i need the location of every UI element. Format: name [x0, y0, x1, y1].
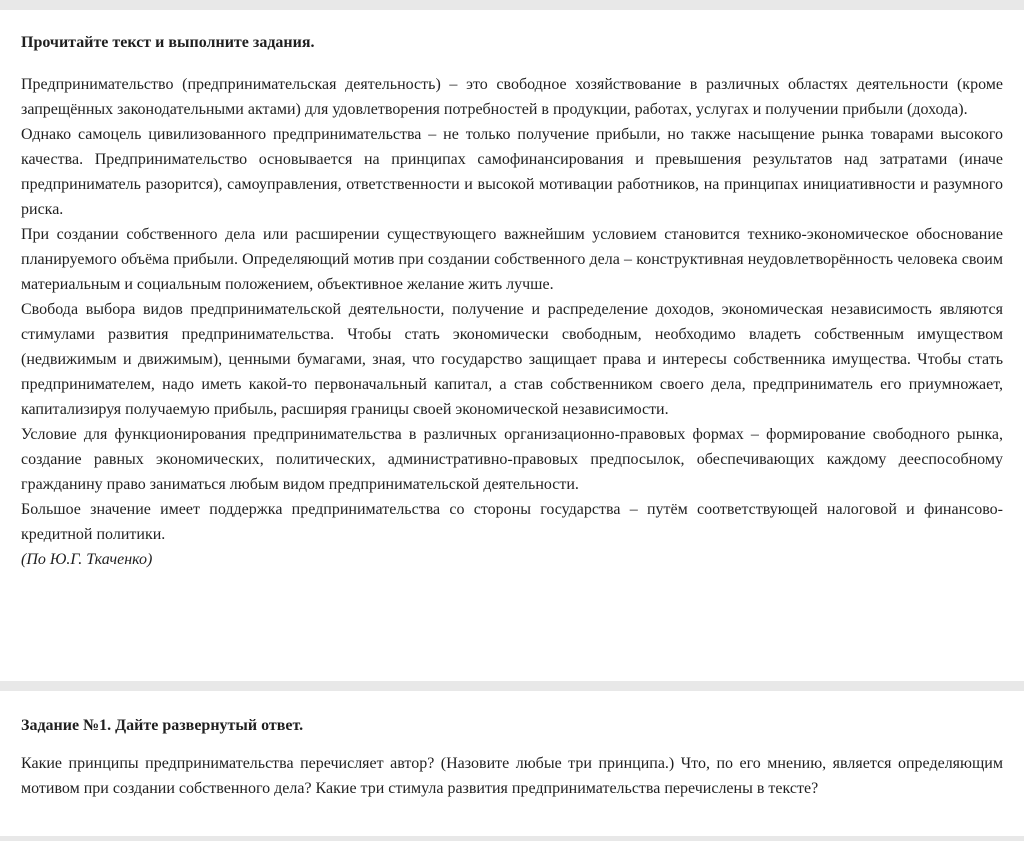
reading-text-section: [0, 10, 1024, 681]
top-spacer: [0, 0, 1024, 10]
reading-instruction-heading: Прочитайте текст и выполните задания.: [21, 34, 315, 51]
task-section: [0, 691, 1024, 836]
reading-paragraph-6: Большое значение имеет поддержка предпринимательства со стороны государства – путём соответствующей налоговой и финансово-кредитной политики.: [21, 501, 1003, 543]
bottom-spacer: [0, 836, 1024, 841]
reading-paragraph-4: Свобода выбора видов предпринимательской деятельности, получение и распределение доходов, экономическая независимость являются стимулами развития предпринимательства. Чтобы стать экономически свободным, необходимо владеть собственным имуществом (недвижимым и движимым), ценными бумагами, зная, что государство защищает права и интересы собственника имущества. Чтобы стать предпринимателем, надо иметь какой-то первоначальный капитал, а став собственником своего дела, предприниматель его приумножает, капитализируя получаемую прибыль, расширяя границы своей экономической независимости.: [21, 301, 1003, 418]
author-attribution: (По Ю.Г. Ткаченко): [21, 551, 153, 568]
reading-paragraph-3: При создании собственного дела или расширении существующего важнейшим условием становится технико-экономическое обоснование планируемого объёма прибыли. Определяющий мотив при создании собственного дела – конструктивная неудовлетворённость человека своим материальным и социальным положением, объективное желание жить лучше.: [21, 226, 1003, 293]
reading-paragraph-5: Условие для функционирования предпринимательства в различных организационно-правовых формах – формирование свободного рынка, создание равных экономических, политических, административно-правовых предпосылок, обеспечивающих каждому дееспособному гражданину право заниматься любым видом предпринимательской деятельности.: [21, 426, 1003, 493]
section-divider: [0, 681, 1024, 691]
task-heading: Задание №1. Дайте развернутый ответ.: [21, 717, 304, 734]
reading-paragraph-1: Предпринимательство (предпринимательская деятельность) – это свободное хозяйствование в различных областях деятельности (кроме запрещённых законодательными актами) для удовлетворения потребностей в продукции, работах, услугах и получении прибыли (дохода).: [21, 76, 1003, 118]
reading-paragraph-2: Однако самоцель цивилизованного предпринимательства – не только получение прибыли, но также насыщение рынка товарами высокого качества. Предпринимательство основывается на принципах самофинансирования и превышения результатов над затратами (иначе предприниматель разорится), самоуправления, ответственности и высокой мотивации работников, на принципах инициативности и разумного риска.: [21, 126, 1003, 218]
task-question: Какие принципы предпринимательства перечисляет автор? (Назовите любые три принципа.) Что, по его мнению, является определяющим мотивом при создании собственного дела? Какие три стимула развития предпринимательства перечислены в тексте?: [21, 755, 1003, 797]
